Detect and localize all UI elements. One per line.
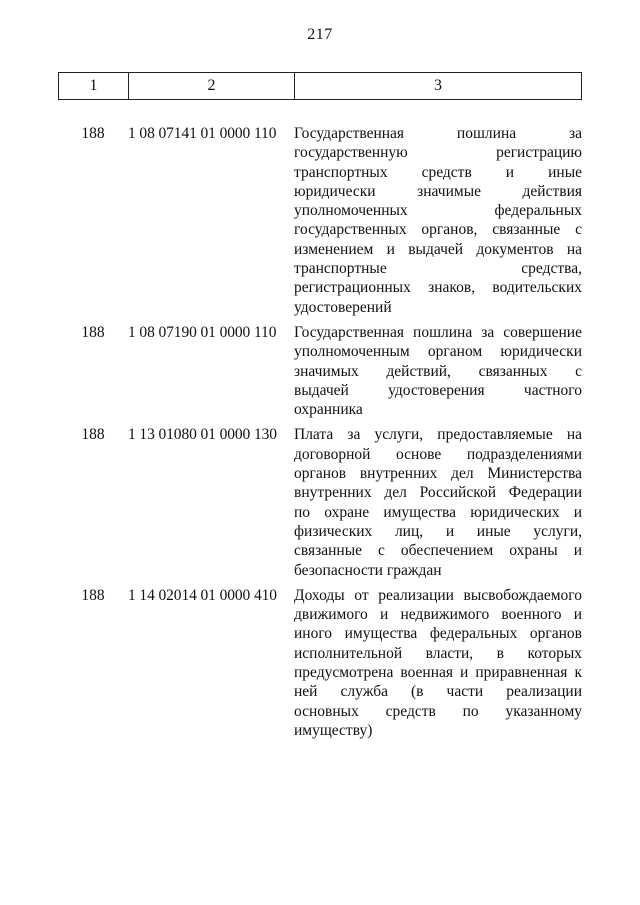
table-row bbox=[58, 323, 582, 419]
description-line: государственных органов, связанные с bbox=[294, 221, 582, 239]
description-line: внутренних дел Российской Федерации bbox=[294, 484, 582, 502]
description-line: транспортных средств и иные bbox=[294, 163, 582, 181]
admin-code: 188 bbox=[81, 323, 105, 341]
description-line: исполнительной власти, в которых bbox=[294, 644, 582, 662]
table-header bbox=[58, 72, 582, 100]
description-line: безопасности граждан bbox=[294, 561, 442, 579]
header-cell-2: 2 bbox=[129, 73, 295, 99]
description-line: основных средств по указанному bbox=[294, 702, 582, 720]
page-number: 217 bbox=[307, 26, 333, 43]
description-line: Государственная пошлина за bbox=[294, 125, 582, 142]
description-line: иного имущества федеральных органов bbox=[294, 625, 582, 643]
description-line: значимых действий, связанных с bbox=[294, 362, 582, 380]
table-row bbox=[58, 586, 582, 740]
budget-classification-code: 1 13 01080 01 0000 130 bbox=[128, 426, 277, 444]
table-row bbox=[58, 425, 582, 579]
description-line: охранника bbox=[294, 401, 363, 419]
description-line: движимого и недвижимого военного и bbox=[294, 606, 582, 624]
description-line: ней служба (в части реализации bbox=[294, 683, 582, 701]
description-line: государственную регистрацию bbox=[294, 144, 582, 162]
admin-code: 188 bbox=[81, 586, 105, 604]
description-line: связанные с обеспечением охраны и bbox=[294, 542, 582, 560]
budget-classification-code: 1 08 07141 01 0000 110 bbox=[128, 125, 277, 142]
description-line: выдачей удостоверения частного bbox=[294, 381, 582, 399]
description-line: Государственная пошлина за совершение bbox=[294, 323, 582, 341]
description-line: физических лиц, и иные услуги, bbox=[294, 522, 582, 540]
admin-code: 188 bbox=[81, 426, 105, 444]
revenue-description bbox=[294, 323, 582, 419]
budget-classification-code: 1 08 07190 01 0000 110 bbox=[128, 323, 277, 341]
header-cell-3: 3 bbox=[434, 77, 442, 94]
description-line: уполномоченных федеральных bbox=[294, 202, 582, 220]
revenue-description bbox=[294, 425, 582, 579]
admin-code: 188 bbox=[81, 125, 105, 142]
description-line: юридически значимые действия bbox=[294, 182, 582, 200]
description-line: уполномоченным органом юридически bbox=[294, 343, 582, 361]
revenue-description bbox=[294, 586, 582, 740]
description-line: органов внутренних дел Министерства bbox=[294, 465, 582, 483]
revenue-description bbox=[294, 124, 582, 317]
description-line: Плата за услуги, предоставляемые на bbox=[294, 426, 582, 444]
description-line: имуществу) bbox=[294, 721, 373, 739]
budget-classification-code: 1 14 02014 01 0000 410 bbox=[128, 586, 277, 604]
description-line: транспортные средства, bbox=[294, 260, 582, 278]
description-line: изменением и выдачей документов на bbox=[294, 240, 582, 258]
description-line: договорной основе подразделениями bbox=[294, 445, 582, 463]
header-cell-1: 1 bbox=[59, 73, 129, 99]
description-line: предусмотрена военная и приравненная к bbox=[294, 664, 582, 682]
table-row bbox=[58, 124, 582, 317]
table-body bbox=[58, 124, 582, 746]
description-line: по охране имущества юридических и bbox=[294, 503, 582, 521]
description-line: Доходы от реализации высвобождаемого bbox=[294, 586, 582, 604]
description-line: регистрационных знаков, водительских bbox=[294, 279, 582, 297]
description-line: удостоверений bbox=[294, 298, 392, 316]
